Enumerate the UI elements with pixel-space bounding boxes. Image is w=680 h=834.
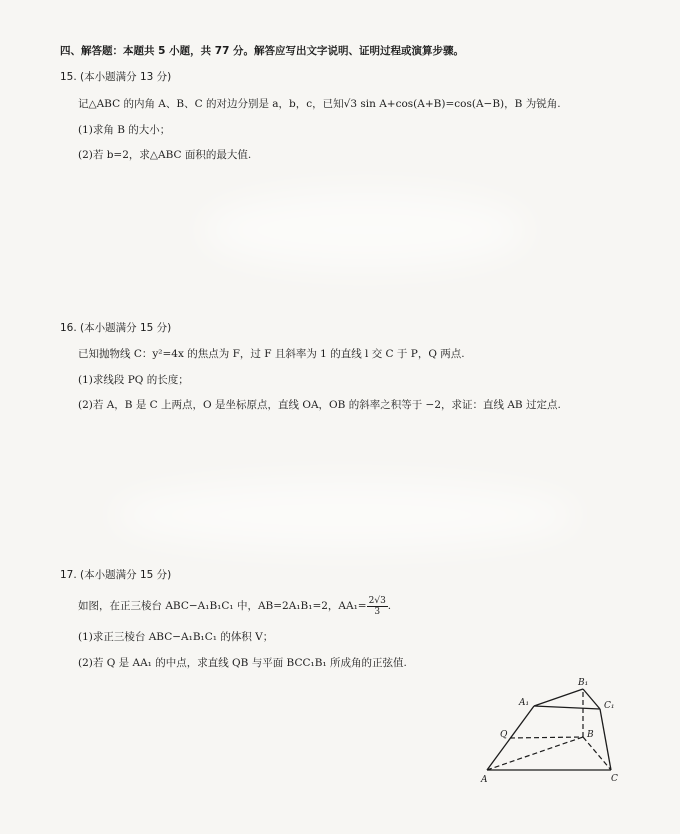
vertex-label-C1: C₁ xyxy=(604,701,615,711)
fraction-denominator: 3 xyxy=(374,606,381,617)
edge-A-B-hidden xyxy=(487,737,583,770)
problem-17-score: (本小题满分 15 分) xyxy=(80,569,172,581)
vertex-label-A: A xyxy=(481,775,488,785)
point-label-Q: Q xyxy=(500,730,508,740)
problem-17-part-1: (1)求正三棱台 ABC−A₁B₁C₁ 的体积 V； xyxy=(78,631,274,643)
problem-17-part-2: (2)若 Q 是 AA₁ 的中点，求直线 QB 与平面 BCC₁B₁ 所成角的正弦值. xyxy=(78,657,407,669)
problem-17-stem-text: 如图，在正三棱台 ABC−A₁B₁C₁ 中，AB=2A₁B₁=2，AA₁= xyxy=(78,600,367,612)
vertex-label-B1: B₁ xyxy=(578,678,589,688)
problem-17-number: 17. xyxy=(60,569,77,581)
problem-15-score: (本小题满分 13 分) xyxy=(80,71,172,83)
edge-B-C-hidden xyxy=(583,737,611,770)
vertex-label-C: C xyxy=(611,774,618,784)
edge-A1-C1 xyxy=(534,706,600,709)
problem-16-number: 16. xyxy=(60,322,77,334)
problem-16-score: (本小题满分 15 分) xyxy=(80,322,172,334)
problem-15-part-1: (1)求角 B 的大小； xyxy=(78,124,171,136)
segment-Q-B-hidden xyxy=(510,737,583,738)
section-header: 四、解答题：本题共 5 小题，共 77 分。解答应写出文字说明、证明过程或演算步骤。 xyxy=(60,45,465,57)
problem-15-number: 15. xyxy=(60,71,77,83)
vertex-label-B: B xyxy=(587,730,594,740)
problem-16-part-1: (1)求线段 PQ 的长度； xyxy=(78,374,189,386)
vertex-label-A1: A₁ xyxy=(519,698,530,708)
problem-16-stem: 已知抛物线 C：y²=4x 的焦点为 F，过 F 且斜率为 1 的直线 l 交 C 于 P，Q 两点. xyxy=(78,348,465,360)
problem-16-part-2: (2)若 A，B 是 C 上两点，O 是坐标原点，直线 OA，OB 的斜率之积等于 −2，求证：直线 AB 过定点. xyxy=(78,399,561,411)
edge-B1-C1 xyxy=(583,689,600,709)
fraction-numerator: 2√3 xyxy=(368,595,386,606)
edge-A1-B1 xyxy=(534,689,583,706)
edge-C-C1 xyxy=(600,709,611,770)
problem-17-stem-end: . xyxy=(387,600,392,612)
problem-15-stem: 记△ABC 的内角 A、B、C 的对边分别是 a，b，c，已知√3 sin A+cos(A+B)=cos(A−B)，B 为锐角. xyxy=(78,98,561,110)
problem-15-part-2: (2)若 b=2，求△ABC 面积的最大值. xyxy=(78,149,252,161)
